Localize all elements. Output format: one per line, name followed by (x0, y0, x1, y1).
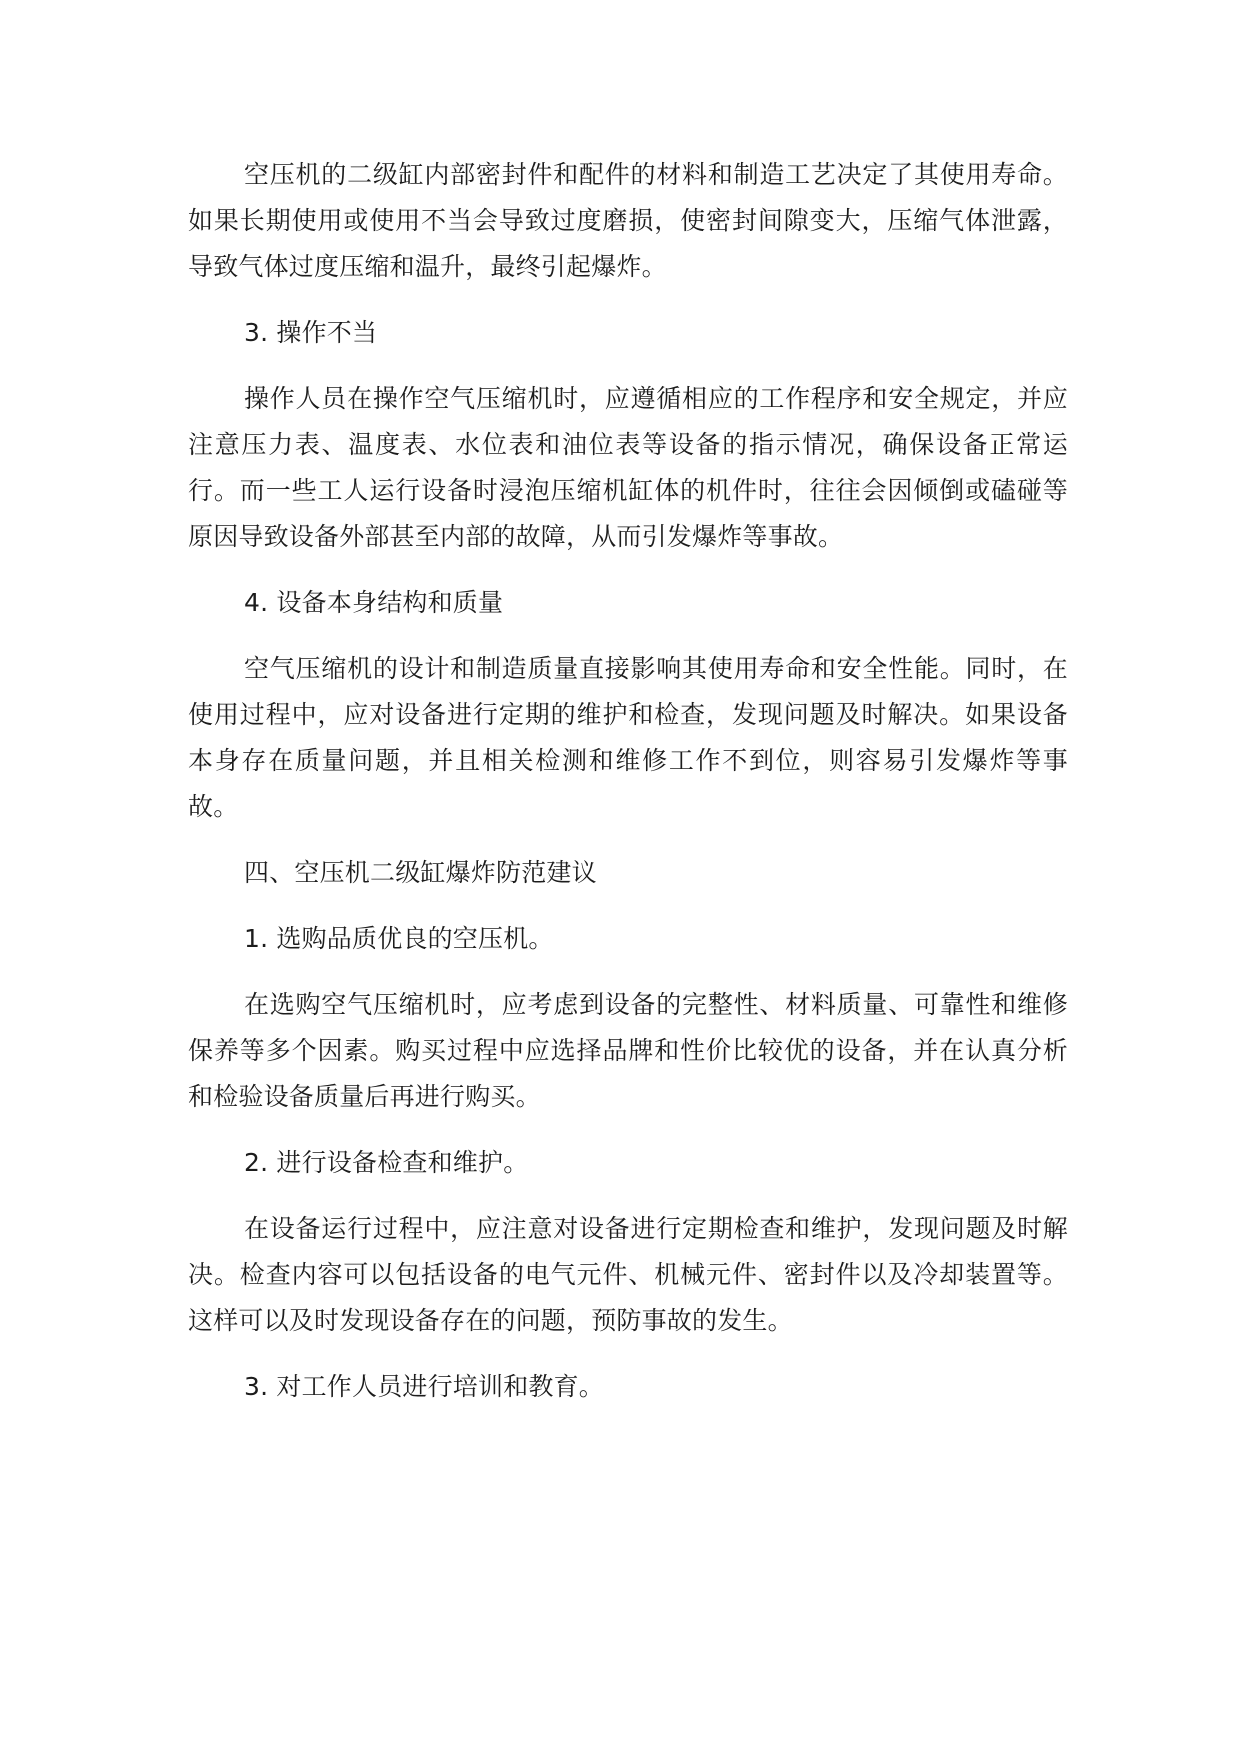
paragraph-equipment-structure-quality: 空气压缩机的设计和制造质量直接影响其使用寿命和安全性能。同时，在使用过程中，应对设备进行定期的维护和检查，发现问题及时解决。如果设备本身存在质量问题，并且相关检测和维修工作不到位，则容易引发爆炸等事故。 (188, 654, 1068, 821)
heading-buy-quality-compressor: 1. 选购品质优良的空压机。 (244, 924, 554, 953)
paragraph-inspection-maintenance: 在设备运行过程中，应注意对设备进行定期检查和维护，发现问题及时解决。检查内容可以包括设备的电气元件、机械元件、密封件以及冷却装置等。这样可以及时发现设备存在的问题，预防事故的发生。 (188, 1214, 1068, 1335)
heading-improper-operation: 3. 操作不当 (244, 318, 378, 347)
document-body (188, 152, 1068, 1430)
paragraph-improper-operation: 操作人员在操作空气压缩机时，应遵循相应的工作程序和安全规定，并应注意压力表、温度表、水位表和油位表等设备的指示情况，确保设备正常运行。而一些工人运行设备时浸泡压缩机缸体的机件时，往往会因倾倒或磕碰等原因导致设备外部甚至内部的故障，从而引发爆炸等事故。 (188, 384, 1068, 551)
paragraph-seal-wear: 空压机的二级缸内部密封件和配件的材料和制造工艺决定了其使用寿命。如果长期使用或使用不当会导致过度磨损，使密封间隙变大，压缩气体泄露，导致气体过度压缩和温升，最终引起爆炸。 (188, 160, 1068, 281)
heading-prevention-suggestions: 四、空压机二级缸爆炸防范建议 (244, 858, 597, 887)
paragraph-buy-quality-compressor: 在选购空气压缩机时，应考虑到设备的完整性、材料质量、可靠性和维修保养等多个因素。购买过程中应选择品牌和性价比较优的设备，并在认真分析和检验设备质量后再进行购买。 (188, 990, 1068, 1111)
heading-inspection-maintenance: 2. 进行设备检查和维护。 (244, 1148, 529, 1177)
heading-equipment-structure-quality: 4. 设备本身结构和质量 (244, 588, 504, 617)
heading-staff-training: 3. 对工作人员进行培训和教育。 (244, 1372, 605, 1401)
